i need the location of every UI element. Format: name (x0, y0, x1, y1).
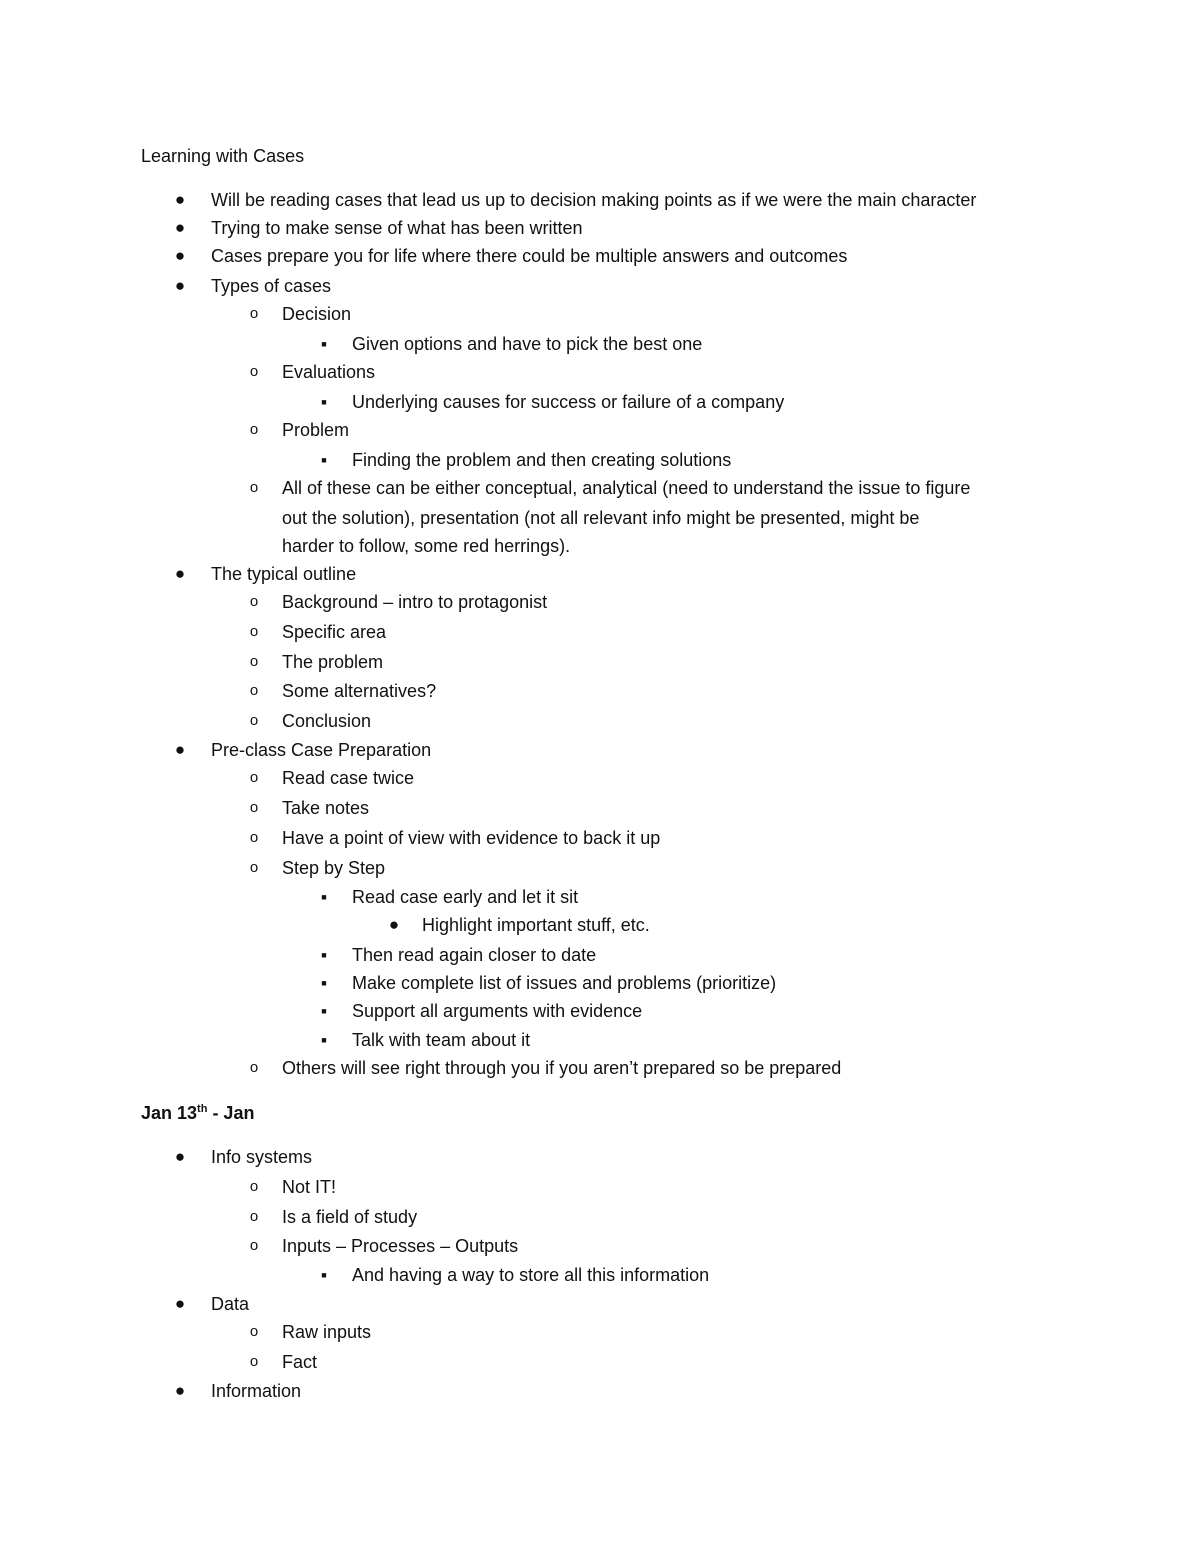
list-item-text: Decision (282, 304, 352, 324)
list-item-text: Given options and have to pick the best one (352, 334, 703, 354)
list-item-text: Specific area (282, 622, 387, 642)
list-bullet-icon: ● (174, 564, 186, 583)
heading-date-suffix: - Jan (207, 1103, 255, 1123)
list-bullet-icon: o (249, 799, 259, 816)
list-bullet-icon: o (249, 712, 259, 729)
list-item-text: Finding the problem and then creating solutions (352, 450, 732, 470)
section-heading-jan-13 (141, 1102, 254, 1124)
list-bullet-icon: ■ (321, 455, 327, 465)
list-bullet-icon: ■ (321, 1270, 327, 1280)
list-bullet-icon: ■ (321, 978, 327, 988)
list-item-text: Cases prepare you for life where there could be multiple answers and outcomes (211, 246, 848, 266)
list-bullet-icon: o (249, 859, 259, 876)
list-bullet-icon: o (249, 421, 259, 438)
list-bullet-icon: o (249, 829, 259, 846)
list-bullet-icon: o (249, 479, 259, 496)
list-item-text: Is a field of study (282, 1207, 418, 1227)
list-bullet-icon: o (249, 682, 259, 699)
list-item-text: Trying to make sense of what has been written (211, 218, 583, 238)
list-item-text: The typical outline (211, 564, 357, 584)
list-item-text: Underlying causes for success or failure of a company (352, 392, 785, 412)
list-item-text: Will be reading cases that lead us up to decision making points as if we were the main character (211, 190, 977, 210)
list-bullet-icon: o (249, 363, 259, 380)
heading-date-text: Jan 13 (141, 1103, 198, 1123)
list-bullet-icon: o (249, 1353, 259, 1370)
list-bullet-icon: ● (174, 1294, 186, 1313)
list-item-text: Data (211, 1294, 250, 1314)
list-bullet-icon: ● (174, 1381, 186, 1400)
list-item-text: Then read again closer to date (352, 945, 597, 965)
list-bullet-icon: ● (174, 218, 186, 237)
list-bullet-icon: o (249, 623, 259, 640)
list-item-text: Make complete list of issues and problems (prioritize) (352, 973, 777, 993)
list-bullet-icon: o (249, 1178, 259, 1195)
list-item-text: Pre-class Case Preparation (211, 740, 432, 760)
list-bullet-icon: ● (174, 246, 186, 265)
list-bullet-icon: o (249, 1237, 259, 1254)
list-item-text: The problem (282, 652, 384, 672)
list-bullet-icon: ■ (321, 1006, 327, 1016)
list-item-text: Highlight important stuff, etc. (422, 915, 650, 935)
list-item-text: Evaluations (282, 362, 376, 382)
list-item-text: Problem (282, 420, 350, 440)
heading-date-superscript: th (197, 1103, 208, 1115)
list-bullet-icon: o (249, 653, 259, 670)
list-bullet-icon: ● (174, 190, 186, 209)
list-item-text: Have a point of view with evidence to back it up (282, 828, 661, 848)
list-bullet-icon: ■ (321, 1035, 327, 1045)
list-bullet-icon: o (249, 1208, 259, 1225)
list-item-text: Some alternatives? (282, 681, 437, 701)
list-item-text: And having a way to store all this information (352, 1265, 710, 1285)
list-item-text: Read case twice (282, 768, 415, 788)
list-bullet-icon: o (249, 305, 259, 322)
list-item-text: Info systems (211, 1147, 313, 1167)
section-heading-learning-with-cases: Learning with Cases (141, 146, 305, 166)
list-bullet-icon: o (249, 769, 259, 786)
list-bullet-icon: o (249, 1323, 259, 1340)
list-item-text: Not IT! (282, 1177, 337, 1197)
list-item-text: Talk with team about it (352, 1030, 531, 1050)
list-item-text: Step by Step (282, 858, 386, 878)
list-item-text: Conclusion (282, 711, 372, 731)
list-item-text: out the solution), presentation (not all relevant info might be presented, might be (282, 508, 920, 528)
list-bullet-icon: ● (174, 276, 186, 295)
list-item-text: Inputs – Processes – Outputs (282, 1236, 519, 1256)
list-bullet-icon: ■ (321, 950, 327, 960)
list-bullet-icon: ■ (321, 892, 327, 902)
list-item-text: Take notes (282, 798, 370, 818)
list-item-text: Others will see right through you if you aren’t prepared so be prepared (282, 1058, 842, 1078)
list-item-text: Types of cases (211, 276, 332, 296)
list-bullet-icon: ● (388, 915, 400, 934)
list-bullet-icon: ■ (321, 339, 327, 349)
list-bullet-icon: ● (174, 1147, 186, 1166)
list-bullet-icon: o (249, 593, 259, 610)
list-item-text: All of these can be either conceptual, analytical (need to understand the issue to figure (282, 478, 971, 498)
list-bullet-icon: o (249, 1059, 259, 1076)
list-item-text: Background – intro to protagonist (282, 592, 548, 612)
list-bullet-icon: ■ (321, 397, 327, 407)
list-item-text: harder to follow, some red herrings). (282, 536, 571, 556)
list-item-text: Fact (282, 1352, 318, 1372)
list-item-text: Raw inputs (282, 1322, 372, 1342)
list-bullet-icon: ● (174, 740, 186, 759)
list-item-text: Read case early and let it sit (352, 887, 579, 907)
list-item-text: Support all arguments with evidence (352, 1001, 643, 1021)
list-item-text: Information (211, 1381, 302, 1401)
